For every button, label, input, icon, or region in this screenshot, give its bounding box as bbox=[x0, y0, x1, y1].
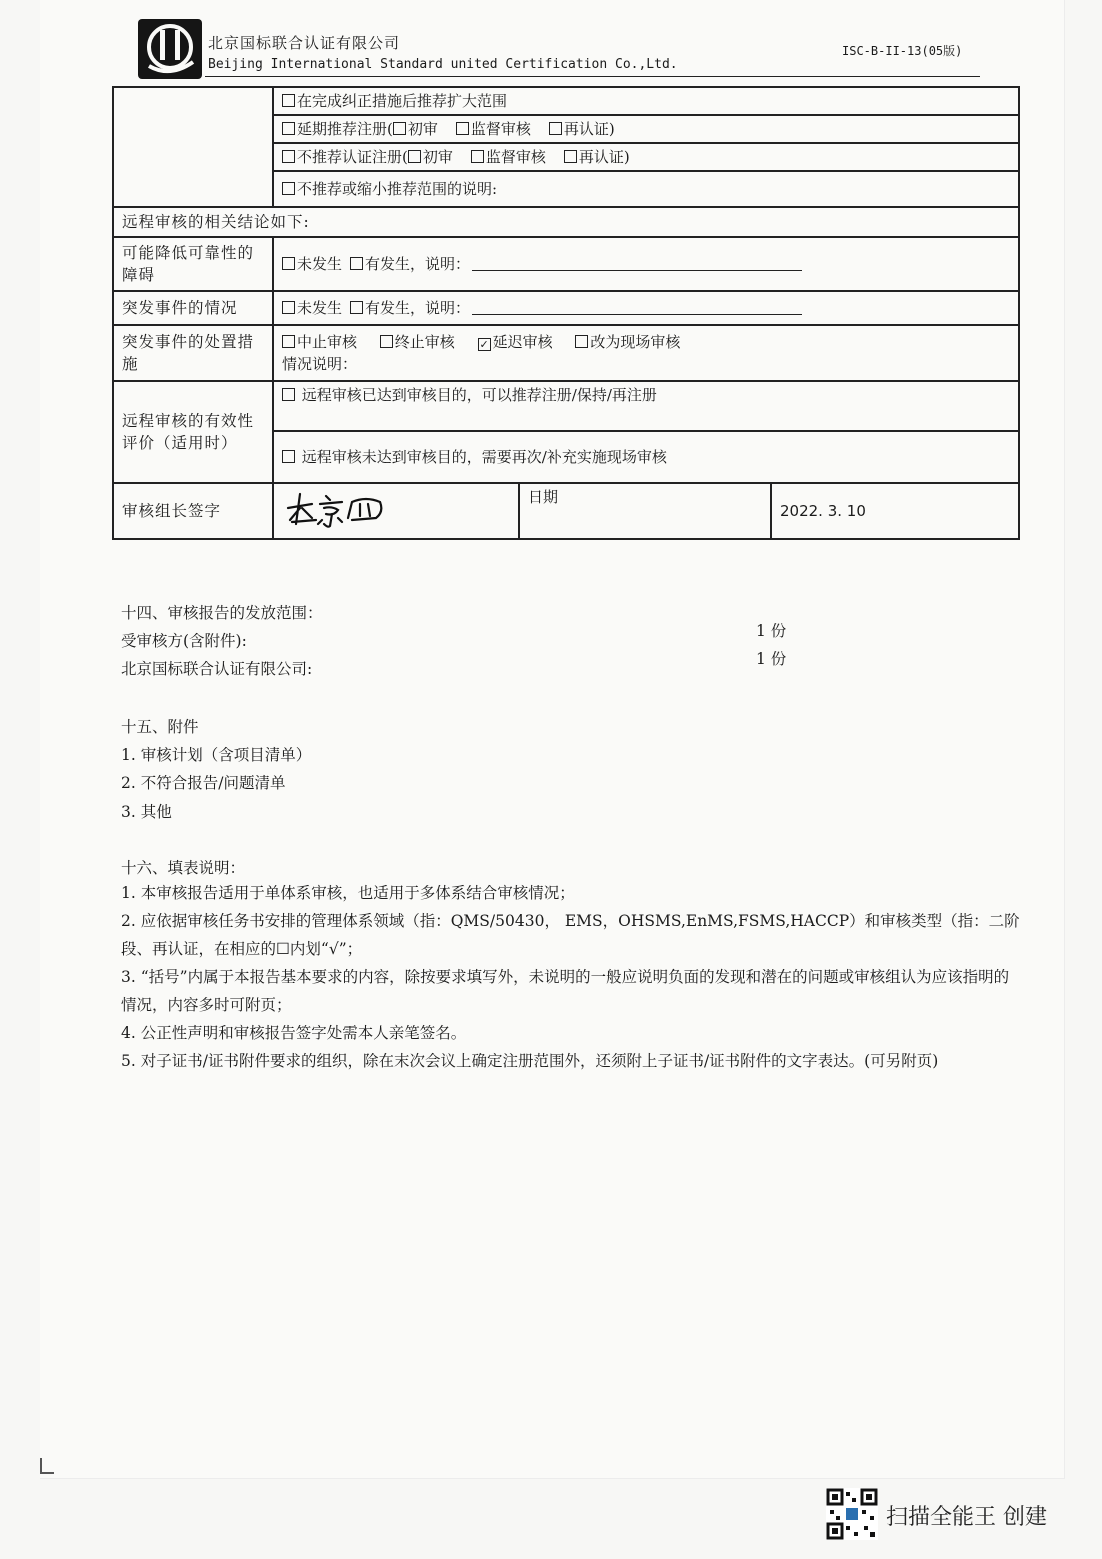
note-underline bbox=[472, 300, 802, 315]
situation-note: 情况说明： bbox=[282, 355, 358, 373]
checkbox[interactable] bbox=[282, 257, 295, 270]
checkbox[interactable] bbox=[282, 182, 295, 195]
section14-row-company: 北京国标联合认证有限公司: bbox=[121, 660, 313, 678]
page-corner-mark bbox=[40, 1458, 54, 1474]
checkbox[interactable] bbox=[456, 122, 469, 135]
checkbox-terminate[interactable] bbox=[380, 335, 393, 348]
section15-item: 3. 其他 bbox=[121, 803, 172, 821]
leader-sign-label: 审核组长签字 bbox=[113, 483, 273, 539]
section14-row-auditee: 受审核方(含附件): bbox=[121, 632, 247, 650]
recommend-label-cell bbox=[113, 87, 273, 207]
form-code: ISC-B-II-13(05版) bbox=[842, 44, 963, 58]
remote-conclusion-row: 远程审核的相关结论如下: bbox=[113, 207, 1019, 237]
reliability-label: 可能降低可靠性的障碍 bbox=[113, 237, 273, 291]
checkbox-delay-checked[interactable]: ✓ bbox=[479, 338, 489, 351]
recommend-row-delay: 延期推荐注册( 初审 监督审核 再认证) bbox=[273, 115, 1019, 143]
recommend-row-reduce: 不推荐或缩小推荐范围的说明: bbox=[273, 171, 1019, 207]
checkbox[interactable] bbox=[282, 122, 295, 135]
section15-title: 十五、附件 bbox=[121, 718, 199, 736]
header-rule bbox=[205, 76, 980, 77]
checkbox[interactable] bbox=[282, 450, 295, 463]
checkbox[interactable] bbox=[393, 122, 406, 135]
validity-label: 远程审核的有效性评价（适用时） bbox=[113, 381, 273, 483]
measures-label: 突发事件的处置措施 bbox=[113, 325, 273, 381]
section15-item: 2. 不符合报告/问题清单 bbox=[121, 774, 286, 792]
section15-item: 1. 审核计划（含项目清单） bbox=[121, 746, 312, 764]
section14-count-auditee: 1 份 bbox=[756, 622, 787, 640]
section14-title: 十四、审核报告的发放范围： bbox=[121, 604, 323, 622]
checkbox[interactable] bbox=[282, 150, 295, 163]
section16-title: 十六、填表说明： bbox=[121, 859, 246, 877]
checkbox-onsite[interactable] bbox=[575, 335, 588, 348]
checkbox[interactable] bbox=[282, 301, 295, 314]
section14-count-company: 1 份 bbox=[756, 650, 787, 668]
section16-item: 4. 公正性声明和审核报告签字处需本人亲笔签名。 bbox=[121, 1024, 467, 1042]
company-logo-icon bbox=[137, 18, 203, 80]
validity-no-cell: 远程审核未达到审核目的，需要再次/补充实施现场审核 bbox=[273, 431, 1019, 483]
checkbox[interactable] bbox=[282, 94, 295, 107]
date-value: 2022. 3. 10 bbox=[771, 483, 1019, 539]
signature-cell bbox=[273, 483, 519, 539]
recommend-row-expand: 在完成纠正措施后推荐扩大范围 bbox=[273, 87, 1019, 115]
checkbox[interactable] bbox=[350, 301, 363, 314]
section16-item: 2. 应依据审核任务书安排的管理体系领域（指：QMS/50430， EMS，OHSMS,EnMS,FSMS,HACCP）和审核类型（指：二阶段、再认证，在相应的☐内划“√”； bbox=[121, 912, 1020, 958]
emergency-label: 突发事件的情况 bbox=[113, 291, 273, 325]
validity-yes-cell: 远程审核已达到审核目的，可以推荐注册/保持/再注册 bbox=[273, 381, 1019, 431]
company-name-cn: 北京国标联合认证有限公司 bbox=[208, 34, 401, 52]
checkbox[interactable] bbox=[564, 150, 577, 163]
checkbox-suspend[interactable] bbox=[282, 335, 295, 348]
section16-list bbox=[121, 879, 1021, 1075]
qr-code-icon bbox=[826, 1488, 878, 1540]
scanner-app-watermark: 扫描全能王 创建 bbox=[886, 1505, 1047, 1530]
checkbox[interactable] bbox=[350, 257, 363, 270]
section16-item: 5. 对子证书/证书附件要求的组织，除在末次会议上确定注册范围外，还须附上子证书/证书附件的文字表达。(可另附页) bbox=[121, 1052, 939, 1070]
handwritten-signature-icon bbox=[282, 488, 392, 528]
note-underline bbox=[472, 256, 802, 271]
section16-item: 1. 本审核报告适用于单体系审核，也适用于多体系结合审核情况； bbox=[121, 884, 575, 902]
checkbox[interactable] bbox=[408, 150, 421, 163]
conclusion-table bbox=[112, 86, 1020, 540]
date-label: 日期 bbox=[519, 483, 771, 539]
emergency-cell: 未发生 有发生，说明： bbox=[273, 291, 1019, 325]
recommend-row-not-recommend: 不推荐认证注册( 初审 监督审核 再认证) bbox=[273, 143, 1019, 171]
checkbox[interactable] bbox=[471, 150, 484, 163]
section16-item: 3. “括号”内属于本报告基本要求的内容，除按要求填写外，未说明的一般应说明负面的发现和潜在的问题或审核组认为应该指明的情况，内容多时可附页； bbox=[121, 968, 1010, 1014]
reliability-cell: 未发生 有发生，说明： bbox=[273, 237, 1019, 291]
checkbox[interactable] bbox=[282, 388, 295, 401]
checkbox[interactable] bbox=[549, 122, 562, 135]
company-name-en: Beijing International Standard united Certification Co.,Ltd. bbox=[208, 57, 678, 72]
measures-cell: 中止审核 终止审核 ✓ 延迟审核 改为现场审核 情况说明： bbox=[273, 325, 1019, 381]
